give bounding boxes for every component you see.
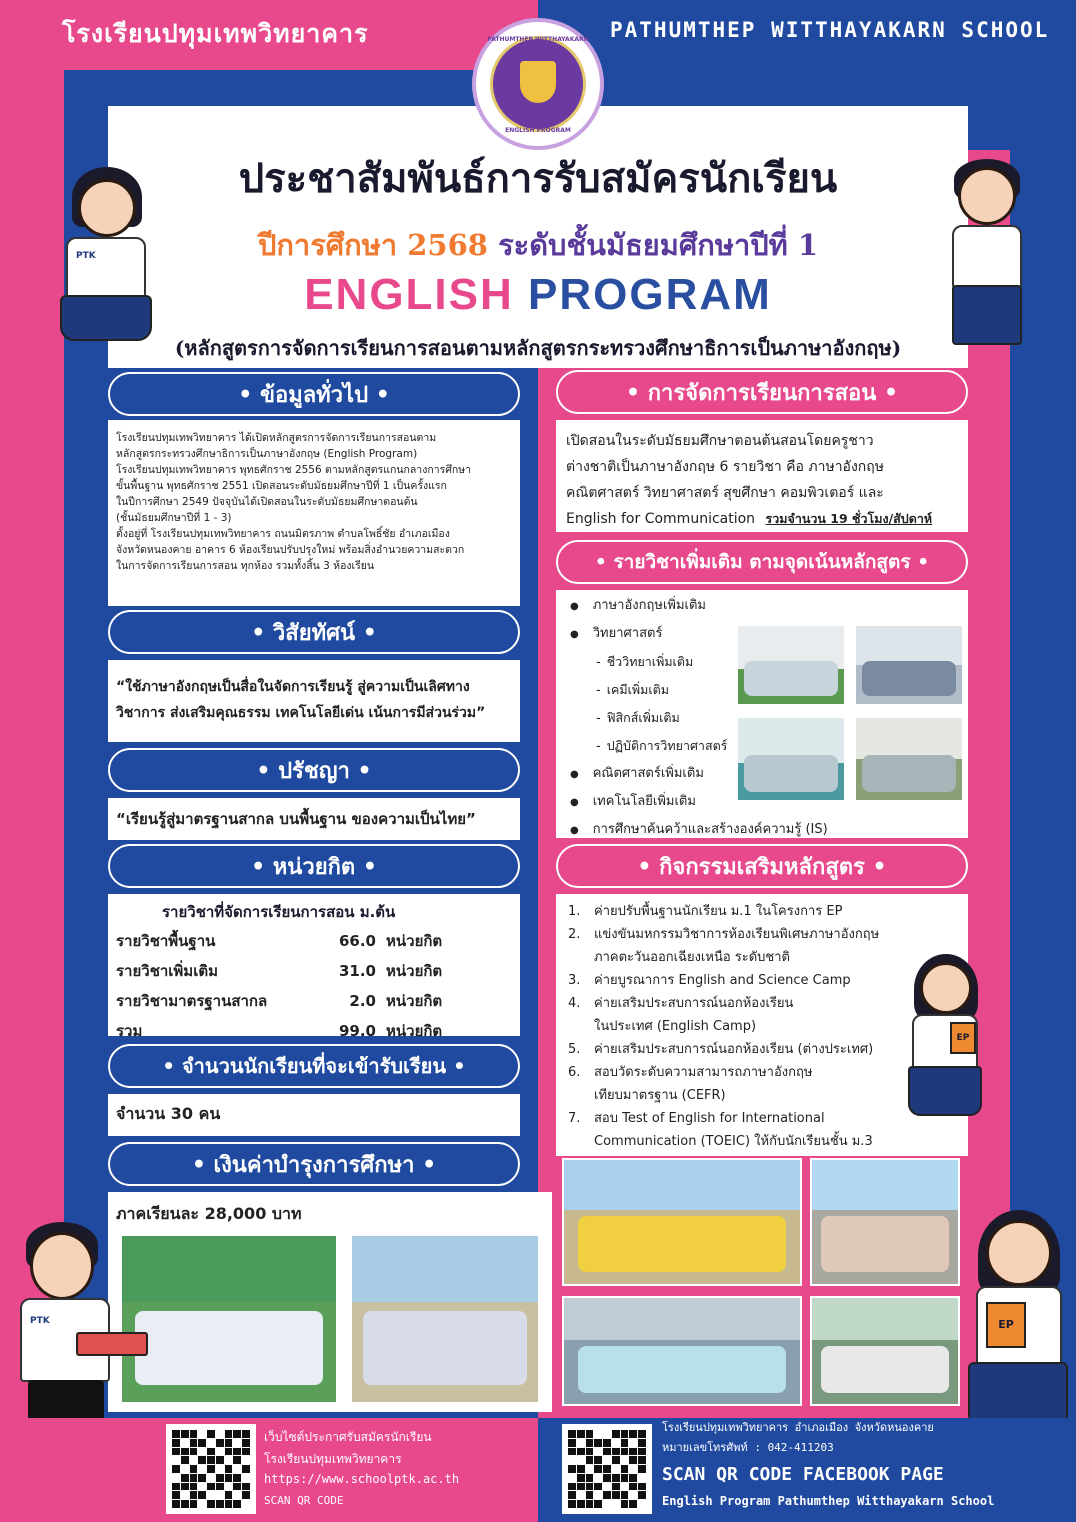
list-item: 7. สอบ Test of English for International <box>568 1111 825 1126</box>
footer-address: โรงเรียนปทุมเทพวิทยาคาร อำเภอเมือง จังหวัดหนองคาย <box>662 1421 934 1434</box>
list-item: ● การศึกษาค้นคว้าและสร้างองค์ความรู้ (IS) <box>570 816 958 844</box>
logo-ring-text: PATHUMTHEP WITTHAYAKARN SCHOOL <box>487 36 589 50</box>
photo-classroom-2 <box>854 624 964 706</box>
section-general-pill: • ข้อมูลทั่วไป • <box>108 372 520 416</box>
ep-word-english: ENGLISH <box>304 270 514 319</box>
general-line-5: ในปีการศึกษา 2549 ปัจจุบันได้เปิดสอนในระดับมัธยมศึกษาตอนต้น <box>116 496 418 508</box>
general-line-3: โรงเรียนปทุมเทพวิทยาคาร พุทธศักราช 2556 ตามหลักสูตรแกนกลางการศึกษา <box>116 464 472 476</box>
footer-website-url[interactable]: https://www.schoolptk.ac.th <box>264 1472 460 1486</box>
footer-scan-label: SCAN QR CODE <box>264 1494 344 1507</box>
list-item: ● เทคโนโลยีเพิ่มเติม <box>570 788 958 816</box>
general-line-4: ขั้นพื้นฐาน พุทธศักราช 2551 เปิดสอนระดับมัธยมศึกษาปีที่ 1 เป็นครั้งแรก <box>116 480 447 492</box>
section-general-box <box>108 420 520 606</box>
list-item: - ฟิสิกส์เพิ่มเติม <box>570 704 958 732</box>
curriculum-note: (หลักสูตรการจัดการเรียนการสอนตามหลักสูตรกระทรวงศึกษาธิการเป็นภาษาอังกฤษ) <box>174 336 902 360</box>
list-item: ● คณิตศาสตร์เพิ่มเติม <box>570 760 958 788</box>
section-activities-pill: • กิจกรรมเสริมหลักสูตร • <box>556 844 968 888</box>
english-program-title <box>108 270 968 320</box>
student-figure-top-left <box>30 165 180 365</box>
section-extra-pill: • รายวิชาเพิ่มเติม ตามจุดเน้นหลักสูตร • <box>556 540 968 584</box>
school-name-thai: โรงเรียนปทุมเทพวิทยาคาร <box>62 19 369 48</box>
table-row: รายวิชาพื้นฐาน 66.0 หน่วยกิต <box>116 932 443 950</box>
list-item: ● วิทยาศาสตร์ <box>570 620 958 648</box>
vision-line-2: วิชาการ ส่งเสริมคุณธรรม เทคโนโลยีเด่น เน้นการมีส่วนร่วม” <box>116 705 486 721</box>
school-logo <box>472 18 604 150</box>
book-label-bottom: EP <box>986 1302 1026 1348</box>
photo-classroom-4 <box>854 716 964 802</box>
qr-code-website[interactable] <box>166 1424 256 1514</box>
section-credits-box <box>108 894 520 1040</box>
list-item: 4. ค่ายเสริมประสบการณ์นอกห้องเรียน <box>568 996 794 1011</box>
main-title: ประชาสัมพันธ์การรับสมัครนักเรียน <box>238 155 838 202</box>
book-label-middle: EP <box>950 1022 976 1054</box>
section-teaching-pill: • การจัดการเรียนการสอน • <box>556 370 968 414</box>
section-teaching-box <box>556 420 968 532</box>
footer-phone: หมายเลขโทรศัพท์ : 042-411203 <box>662 1441 834 1454</box>
student-figure-top-right <box>920 155 1070 365</box>
section-philosophy-box <box>108 798 520 840</box>
shirt-label-top-left: PTK <box>76 251 96 261</box>
photo-trip-group-3 <box>562 1296 802 1406</box>
credits-table <box>116 926 512 1046</box>
photo-trip-universal-2 <box>810 1158 960 1286</box>
student-figure-middle-right <box>896 952 996 1150</box>
teaching-line-4 <box>566 506 958 532</box>
general-line-6: (ชั้นมัธยมศึกษาปีที่ 1 - 3) <box>116 512 232 524</box>
list-item: 5. ค่ายเสริมประสบการณ์นอกห้องเรียน (ต่างประเทศ) <box>568 1042 874 1057</box>
ep-word-program: PROGRAM <box>528 270 772 319</box>
list-item: 3. ค่ายบูรณาการ English and Science Camp <box>568 973 851 988</box>
list-item: 6. สอบวัดระดับความสามารถภาษาอังกฤษ <box>568 1065 813 1080</box>
general-line-9: ในการจัดการเรียนการสอน ทุกห้อง รวมทั้งสิ้น 3 ห้องเรียน <box>116 560 375 572</box>
list-item: Communication (TOEIC) ให้กับนักเรียนชั้น ม.3 <box>594 1134 873 1149</box>
photo-outdoor-trip <box>350 1234 540 1404</box>
books-stack-icon <box>76 1332 148 1356</box>
footer-school-name: โรงเรียนปทุมเทพวิทยาคาร <box>264 1452 402 1466</box>
photo-trip-universal-1 <box>562 1158 802 1286</box>
logo-emblem <box>490 36 586 132</box>
list-item: เทียบมาตรฐาน (CEFR) <box>594 1088 726 1103</box>
teaching-line-3: คณิตศาสตร์ วิทยาศาสตร์ สุขศึกษา คอมพิวเตอร์ และ <box>566 485 884 501</box>
teaching-line-2: ต่างชาติเป็นภาษาอังกฤษ 6 รายวิชา คือ ภาษาอังกฤษ <box>566 459 884 475</box>
list-item: - ปฏิบัติการวิทยาศาสตร์ <box>570 732 958 760</box>
table-row: รวม 99.0 หน่วยกิต <box>116 1022 443 1040</box>
fee-amount: ภาคเรียนละ 28,000 บาท <box>116 1204 302 1223</box>
section-vision-pill: • วิสัยทัศน์ • <box>108 610 520 654</box>
section-fee-pill: • เงินค่าบำรุงการศึกษา • <box>108 1142 520 1186</box>
shirt-label-bottom-left: PTK <box>30 1316 50 1326</box>
footer-website-title: เว็บไซต์ประกาศรับสมัครนักเรียน <box>264 1430 432 1444</box>
section-philosophy-pill: • ปรัชญา • <box>108 748 520 792</box>
shield-icon <box>520 61 556 103</box>
photo-classroom-3 <box>736 716 846 802</box>
list-item: 2. แข่งขันมหกรรมวิชาการห้องเรียนพิเศษภาษาอังกฤษ <box>568 927 880 942</box>
logo-bottom-text: ENGLISH PROGRAM <box>505 127 571 134</box>
teaching-english-comm: English for Communication <box>566 511 756 527</box>
grade-level: ระดับชั้นมัธยมศึกษาปีที่ 1 <box>498 228 819 262</box>
section-students-pill: • จำนวนนักเรียนที่จะเข้ารับเรียน • <box>108 1044 520 1088</box>
school-name-english: PATHUMTHEP WITTHAYAKARN SCHOOL <box>610 18 1050 42</box>
academic-year: ปีการศึกษา 2568 <box>257 228 488 262</box>
section-students-box <box>108 1094 520 1136</box>
section-vision-box <box>108 660 520 742</box>
general-line-1: โรงเรียนปทุมเทพวิทยาคาร ได้เปิดหลักสูตรการจัดการเรียนการสอนตาม <box>116 432 437 444</box>
section-credits-pill: • หน่วยกิต • <box>108 844 520 888</box>
photo-classroom-1 <box>736 624 846 706</box>
general-line-7: ตั้งอยู่ที่ โรงเรียนปทุมเทพวิทยาคาร ถนนมิตรภาพ ตำบลโพธิ์ชัย อำเภอเมือง <box>116 528 450 540</box>
students-count: จำนวน 30 คน <box>116 1104 221 1123</box>
qr-code-facebook[interactable] <box>562 1424 652 1514</box>
teaching-hours: รวมจำนวน 19 ชั่วโมง/สัปดาห์ <box>765 511 933 526</box>
list-item: - ชีววิทยาเพิ่มเติม <box>570 648 958 676</box>
footer-program-name: English Program Pathumthep Witthayakarn School <box>662 1494 995 1508</box>
photo-trip-group-4 <box>810 1296 960 1406</box>
sub-title <box>108 222 968 268</box>
philosophy-text: “เรียนรู้สู่มาตรฐานสากล บนพื้นฐาน ของความเป็นไทย” <box>116 810 476 828</box>
list-item: ภาคตะวันออกเฉียงเหนือ ระดับชาติ <box>594 950 790 965</box>
general-line-2: หลักสูตรกระทรวงศึกษาธิการเป็นภาษาอังกฤษ (English Program) <box>116 448 418 460</box>
vision-line-1: “ใช้ภาษาอังกฤษเป็นสื่อในจัดการเรียนรู้ สู่ความเป็นเลิศทาง <box>116 679 470 695</box>
list-item: - เคมีเพิ่มเติม <box>570 676 958 704</box>
table-row: รายวิชาเพิ่มเติม 31.0 หน่วยกิต <box>116 962 443 980</box>
credits-heading: รายวิชาที่จัดการเรียนการสอน ม.ต้น <box>162 903 396 921</box>
teaching-line-1: เปิดสอนในระดับมัธยมศึกษาตอนต้นสอนโดยครูชาว <box>566 433 874 449</box>
footer-facebook-scan: SCAN QR CODE FACEBOOK PAGE <box>662 1464 944 1485</box>
general-line-8: จังหวัดหนองคาย อาคาร 6 ห้องเรียนปรับปรุงใหม่ พร้อมสิ่งอำนวยความสะดวก <box>116 544 465 556</box>
list-item: ในประเทศ (English Camp) <box>594 1019 757 1034</box>
list-item: ● ภาษาอังกฤษเพิ่มเติม <box>570 592 958 620</box>
table-row: รายวิชามาตรฐานสากล 2.0 หน่วยกิต <box>116 992 443 1010</box>
list-item: 1. ค่ายปรับพื้นฐานนักเรียน ม.1 ในโครงการ EP <box>568 904 843 919</box>
